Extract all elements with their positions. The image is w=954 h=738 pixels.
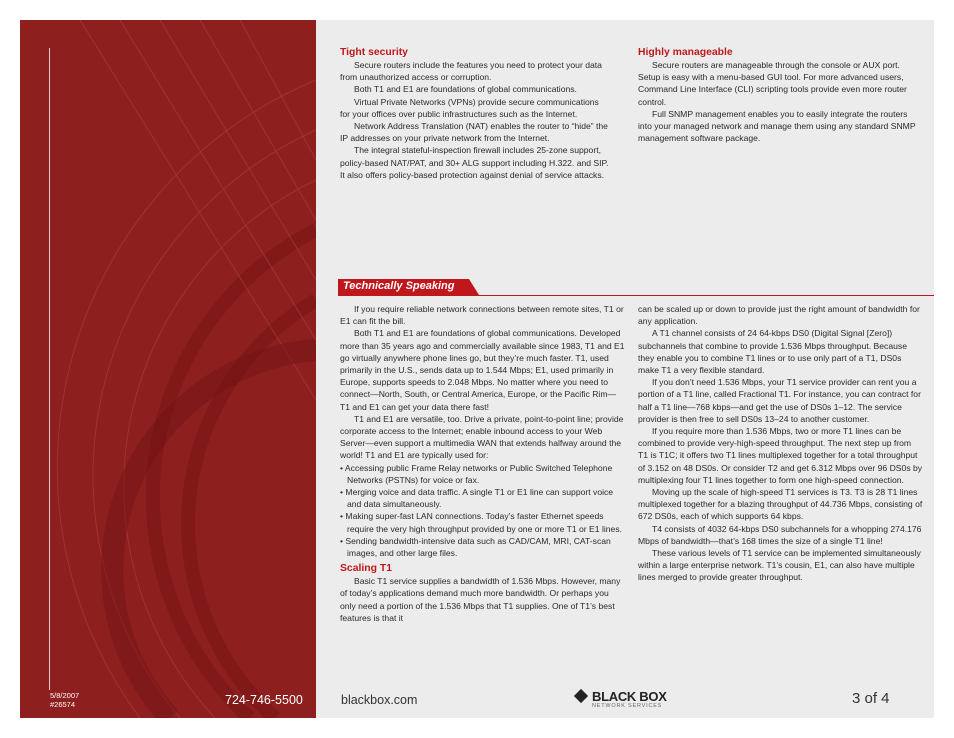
paragraph: Moving up the scale of high-speed T1 services is T3. T3 is 28 T1 lines multiplexed together for a blazing throughput of 44.736 Mbps, consisting of 672 DS0s, each of which supports 64 kbps. xyxy=(638,487,923,522)
paragraph: Full SNMP management enables you to easily integrate the routers into your managed network and manage them using any standard SNMP management software package. xyxy=(638,108,916,144)
footer-phone: 724-746-5500 xyxy=(225,693,303,707)
paragraph: Network Address Translation (NAT) enables the router to “hide” the IP addresses on your private network from the Internet. xyxy=(340,121,608,144)
technically-speaking-left-column xyxy=(340,303,625,624)
sidebar-arc-graphic xyxy=(20,20,316,718)
paragraph: can be scaled up or down to provide just the right amount of bandwidth for any application. xyxy=(638,304,920,327)
paragraph: Both T1 and E1 are foundations of global communications. xyxy=(354,84,577,95)
highly-manageable-heading: Highly manageable xyxy=(638,47,733,58)
list-item: • Making super-fast LAN connections. Today’s faster Ethernet speeds require the very high throughput provided by one or more T1 or E1 lines. xyxy=(340,510,625,534)
logo-wordmark xyxy=(576,689,667,704)
usage-list xyxy=(340,462,625,560)
list-item: • Sending bandwidth-intensive data such as CAD/CAM, MRI, CAT-scan images, and other large files. xyxy=(340,535,625,559)
banner-tab-edge xyxy=(469,279,479,295)
paragraph: The integral stateful-inspection firewall includes 25-zone support, policy-based NAT/PAT, and 30+ ALG support including H.322. and SIP. It also offers policy-based protection against denial of service attacks. xyxy=(340,145,609,180)
paragraph: If you require reliable network connections between remote sites, T1 or E1 can fit the bill. xyxy=(340,304,624,327)
banner-rule xyxy=(338,295,934,296)
footer-date: 5/8/2007 xyxy=(50,691,80,700)
technically-speaking-right-column xyxy=(638,303,923,584)
paragraph: These various levels of T1 service can be implemented simultaneously within a large enterprise network. T1’s cousin, E1, can also have multiple lines merged to provide greater throughput. xyxy=(638,548,921,583)
paragraph: Secure routers are manageable through the console or AUX port. Setup is easy with a menu-based GUI tool. For more advanced users, Command Line Interface (CLI) scripting tools provide even more router control. xyxy=(638,60,907,107)
banner-title: Technically Speaking xyxy=(343,280,455,292)
margin-rule xyxy=(49,48,50,690)
scaling-t1-heading: Scaling T1 xyxy=(340,563,392,575)
page-number: 3 of 4 xyxy=(852,690,890,707)
paragraph: If you don’t need 1.536 Mbps, your T1 service provider can rent you a portion of a T1 line, called Fractional T1. For instance, you can contract for half a T1 line—768 kbps—and get the use of DS0s 1–12. The service provider is then free to sell DS0s 13–24 to another customer. xyxy=(638,377,921,424)
paragraph: A T1 channel consists of 24 64-kbps DS0 (Digital Signal [Zero]) subchannels that combine to provide 1.536 Mbps throughput. Because they enable you to combine T1 lines or to use only part of a T1, DS0s make T1 a very flexible standard. xyxy=(638,328,907,376)
footer-doc-number: #26574 xyxy=(50,700,76,709)
paragraph: T4 consists of 4032 64-kbps DS0 subchannels for a whopping 274.176 Mbps of bandwidth—that’s 168 times the size of a single T1 line! xyxy=(638,523,922,546)
paragraph: If you require more than 1.536 Mbps, two or more T1 lines can be combined to provide very-high-speed throughput. The next step up from T1 is T1C; it offers two T1 lines multiplexed together for a total throughput of 3.152 on 48 DS0s. Or consider T2 and get 6.312 Mbps over 96 DS0s by multiplexing four T1 lines together to form one high-speed connection. xyxy=(638,426,923,485)
list-item: • Merging voice and data traffic. A single T1 or E1 line can support voice and data simultaneously. xyxy=(340,486,625,510)
paragraph: Virtual Private Networks (VPNs) provide secure communications for your offices over public infrastructures such as the Internet. xyxy=(340,96,599,119)
footer-website[interactable]: blackbox.com xyxy=(341,693,418,707)
black-box-logo xyxy=(576,689,668,711)
diamond-icon xyxy=(574,689,588,703)
decorative-sidebar xyxy=(20,20,316,718)
paragraph: Both T1 and E1 are foundations of global communications. Developed more than 35 years ago and commercially available since 1983, T1 and E1 go virtually anywhere phone lines go, but they’re much faster. T1, used primarily in the U.S., sends data up to 1.544 Mbps; E1, used primarily in Europe, supports speeds to 2.048 Mbps. No matter where you need to connect—North, South, or Central America, Europe, or the Pacific Rim—T1 and E1 can get your data there fast! xyxy=(340,328,625,412)
logo-text: BLACK BOX xyxy=(592,689,667,704)
tight-security-section xyxy=(340,47,610,181)
paragraph: T1 and E1 are versatile, too. Drive a private, point-to-point line; provide corporate access to the Internet; enable inbound access to your Web Server—even support a multimedia WAN that extends halfway around the world! T1 and E1 are typically used for: xyxy=(340,413,624,461)
tight-security-heading: Tight security xyxy=(340,47,408,58)
paragraph: Secure routers include the features you need to protect your data from unauthorized access or corruption. xyxy=(340,60,602,83)
footer-date-block xyxy=(50,691,79,709)
highly-manageable-section xyxy=(638,47,923,144)
logo-subtitle: NETWORK SERVICES xyxy=(592,703,663,709)
paragraph: Basic T1 service supplies a bandwidth of 1.536 Mbps. However, many of today’s applications demand much more bandwidth. Or perhaps you only need a portion of the 1.536 Mbps that T1 supplies. One of T1’s best features is that it xyxy=(340,576,621,623)
list-item: • Accessing public Frame Relay networks or Public Switched Telephone Networks (PSTNs) for voice or fax. xyxy=(340,462,625,486)
